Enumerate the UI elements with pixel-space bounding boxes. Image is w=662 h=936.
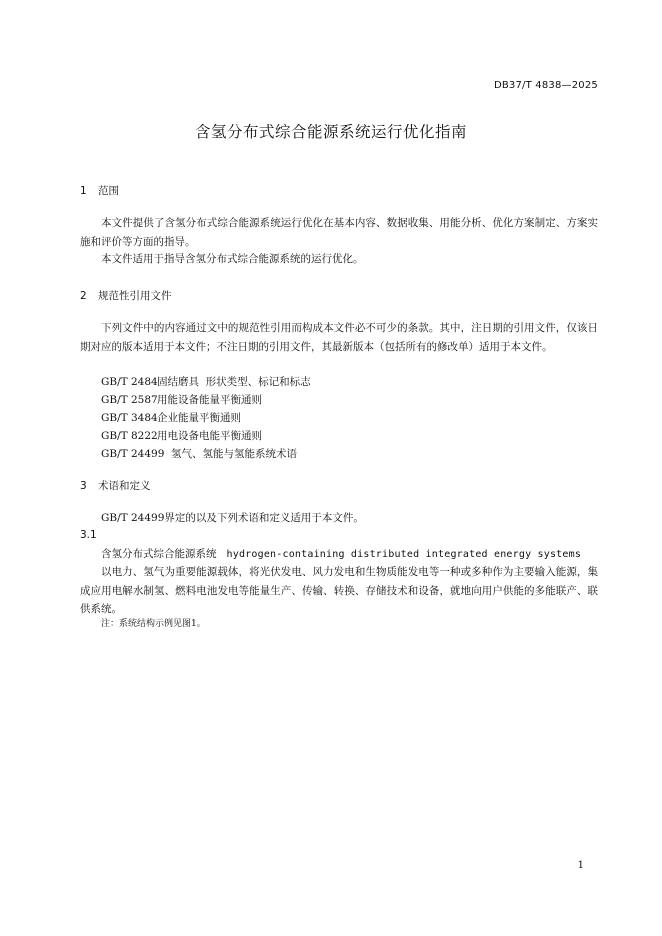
page-number: 1 xyxy=(577,860,584,871)
reference-title: 企业能量平衡通则 xyxy=(157,412,241,424)
section-number: 1 xyxy=(80,185,87,197)
section-title: 术语和定义 xyxy=(98,480,151,492)
reference-item xyxy=(101,410,241,425)
reference-title: 用能设备能量平衡通则 xyxy=(157,394,262,406)
term-number: 3.1 xyxy=(80,529,97,541)
reference-title: 用电设备电能平衡通则 xyxy=(157,430,262,442)
reference-item xyxy=(101,374,311,389)
scope-paragraph-1: 本文件提供了含氢分布式综合能源系统运行优化在基本内容、数据收集、用能分析、优化方案制定、方案实施和评价等方面的指导。 xyxy=(80,217,598,248)
reference-item xyxy=(101,446,297,461)
references-intro: 下列文件中的内容通过文中的规范性引用而构成本文件必不可少的条款。其中，注日期的引用文件，仅该日期对应的版本适用于本文件；不注日期的引用文件，其最新版本（包括所有的修改单）适用于本文件。 xyxy=(80,322,598,353)
scope-paragraph-2: 本文件适用于指导含氢分布式综合能源系统的运行优化。 xyxy=(101,253,364,265)
section-heading-normative-references xyxy=(80,288,172,303)
reference-code: GB/T 2587 xyxy=(101,394,158,406)
term-english: hydrogen-containing distributed integrated energy systems xyxy=(226,549,582,560)
reference-title: 固结磨具 形状类型、标记和标志 xyxy=(157,376,311,388)
term-note: 注：系统结构示例见图1。 xyxy=(101,619,206,629)
document-title: 含氢分布式综合能源系统运行优化指南 xyxy=(194,123,467,141)
section-heading-scope xyxy=(80,183,119,198)
reference-code: GB/T 3484 xyxy=(101,412,158,424)
reference-title: 氢气、氢能与氢能系统术语 xyxy=(171,448,297,460)
reference-item xyxy=(101,428,262,443)
term-heading xyxy=(101,546,581,561)
terms-intro: GB/T 24499界定的以及下列术语和定义适用于本文件。 xyxy=(101,512,364,524)
term-chinese: 含氢分布式综合能源系统 xyxy=(101,548,217,560)
section-title: 范围 xyxy=(98,185,119,197)
reference-code: GB/T 2484 xyxy=(101,376,158,388)
reference-code: GB/T 24499 xyxy=(101,448,165,460)
term-definition: 以电力、氢气为重要能源载体，将光伏发电、风力发电和生物质能发电等一种或多种作为主要输入能源，集成应用电解水制氢、燃料电池发电等能量生产、传输、转换、存储技术和设备，就地向用户供能的多能联产、联供系统。 xyxy=(80,566,598,615)
section-number: 2 xyxy=(80,290,87,302)
reference-item xyxy=(101,392,262,407)
standard-code: DB37/T 4838—2025 xyxy=(493,80,598,91)
reference-code: GB/T 8222 xyxy=(101,430,158,442)
section-heading-terms xyxy=(80,478,151,493)
section-number: 3 xyxy=(80,480,87,492)
section-title: 规范性引用文件 xyxy=(98,290,172,302)
